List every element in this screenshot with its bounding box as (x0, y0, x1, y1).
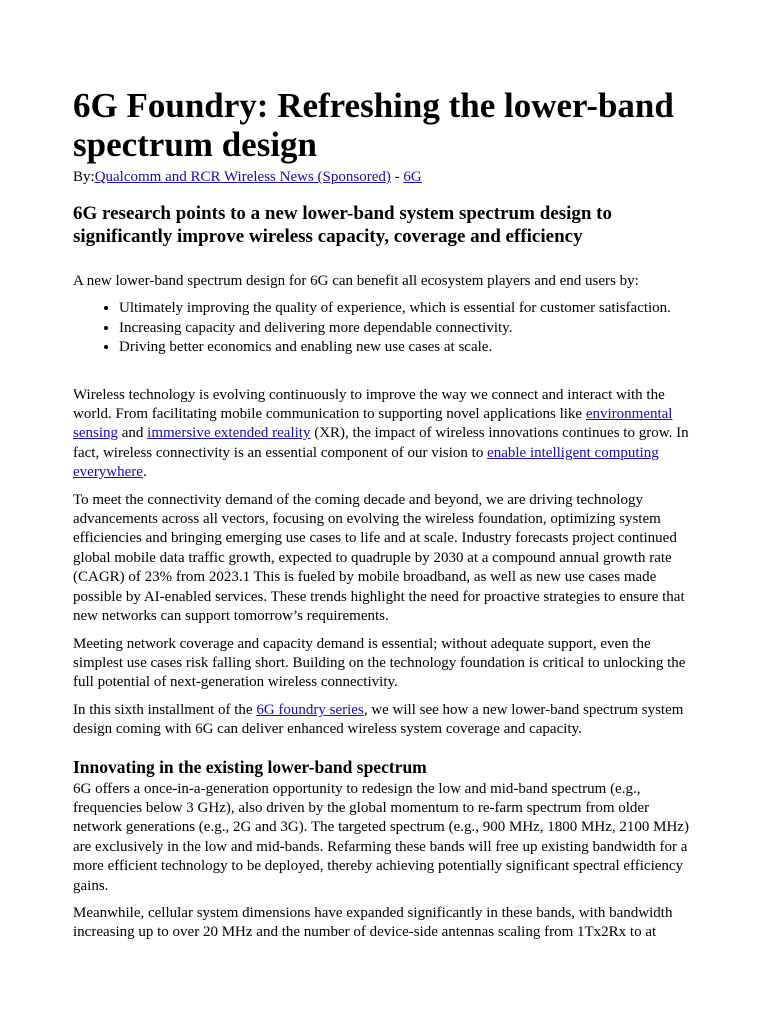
paragraph-text: In this sixth installment of the (73, 701, 257, 718)
list-item: • Driving better economics and enabling new use cases at scale. (119, 338, 698, 357)
paragraph-connectivity-demand: To meet the connectivity demand of the coming decade and beyond, we are driving technology advancements across all vectors, focusing on evolving the wireless foundation, optimizing system efficiencies and bringing emerging use cases to life and at scale. Industry forecasts project continued global mobile data traffic growth, expected to quadruple by 2030 at a compound annual growth rate (CAGR) of 23% from 2023.1 This is fueled by mobile broadband, as well as new use cases made possible by AI-enabled services. These trends highlight the need for proactive strategies to ensure that new networks can support tomorrow’s requirements. (73, 491, 685, 625)
article-body (73, 86, 698, 943)
paragraph-text: . (142, 464, 147, 481)
byline (73, 168, 698, 186)
paragraph-text: , we will see how a new lower-band spectrum system design coming with 6G can deliver enhanced wireless system coverage and capacity. (73, 701, 684, 738)
environmental-sensing-link[interactable]: environmental sensing (73, 406, 673, 442)
article-subtitle: 6G research points to a new lower-band system spectrum design to significantly improve wireless capacity, coverage and efficiency (73, 203, 613, 247)
paragraph-sixth-installment (73, 701, 698, 740)
benefits-list (73, 299, 698, 357)
category-link[interactable]: 6G (403, 169, 422, 185)
paragraph-text: and (118, 425, 148, 442)
intelligent-computing-link[interactable]: enable intelligent computing everywhere (73, 444, 659, 481)
paragraph-coverage-capacity: Meeting network coverage and capacity demand is essential; without adequate support, even the simplest use cases risk falling short. Building on the technology foundation is critical to unlocking the full potential of next-generation wireless connectivity. (73, 635, 686, 691)
byline-separator: - (390, 169, 404, 185)
paragraph-system-dimensions: Meanwhile, cellular system dimensions have expanded significantly in these bands, with bandwidth increasing up to over 20 MHz and the number of device-side antennas scaling from 1Tx2Rx to at (73, 904, 673, 941)
paragraph-text: (XR), the impact of wireless innovations continues to grow. In fact, wireless connectivity is an essential component of our vision to (73, 425, 689, 461)
list-item: • Ultimately improving the quality of experience, which is essential for customer satisfaction. (119, 299, 698, 318)
author-link[interactable]: Qualcomm and RCR Wireless News (Sponsored) (94, 169, 391, 185)
intro-paragraph: A new lower-band spectrum design for 6G can benefit all ecosystem players and end users by: (73, 273, 639, 289)
paragraph-text: Wireless technology is evolving continuously to improve the way we connect and interact with the world. From facilitating mobile communication to supporting novel applications like (73, 386, 665, 423)
byline-prefix: By: (73, 169, 95, 185)
list-item: • Increasing capacity and delivering more dependable connectivity. (119, 319, 698, 338)
paragraph-wireless-evolution (73, 386, 698, 483)
immersive-xr-link[interactable]: immersive extended reality (147, 425, 311, 442)
article-title: 6G Foundry: Refreshing the lower-band spectrum design (73, 86, 674, 164)
section-heading: Innovating in the existing lower-band spectrum (73, 756, 427, 777)
paragraph-redesign: 6G offers a once-in-a-generation opportunity to redesign the low and mid-band spectrum (e.g., frequencies below 3 GHz), also driven by the global momentum to re-farm spectrum from older network generations (e.g., 2G and 3G). The targeted spectrum (e.g., 900 MHz, 1800 MHz, 2100 MHz) are exclusively in the low and mid-bands. Refarming these bands will free up existing bandwidth for a more efficient technology to be deployed, thereby achieving potentially significant spectral efficiency gains. (73, 780, 689, 894)
foundry-series-link[interactable]: 6G foundry series (256, 701, 364, 718)
